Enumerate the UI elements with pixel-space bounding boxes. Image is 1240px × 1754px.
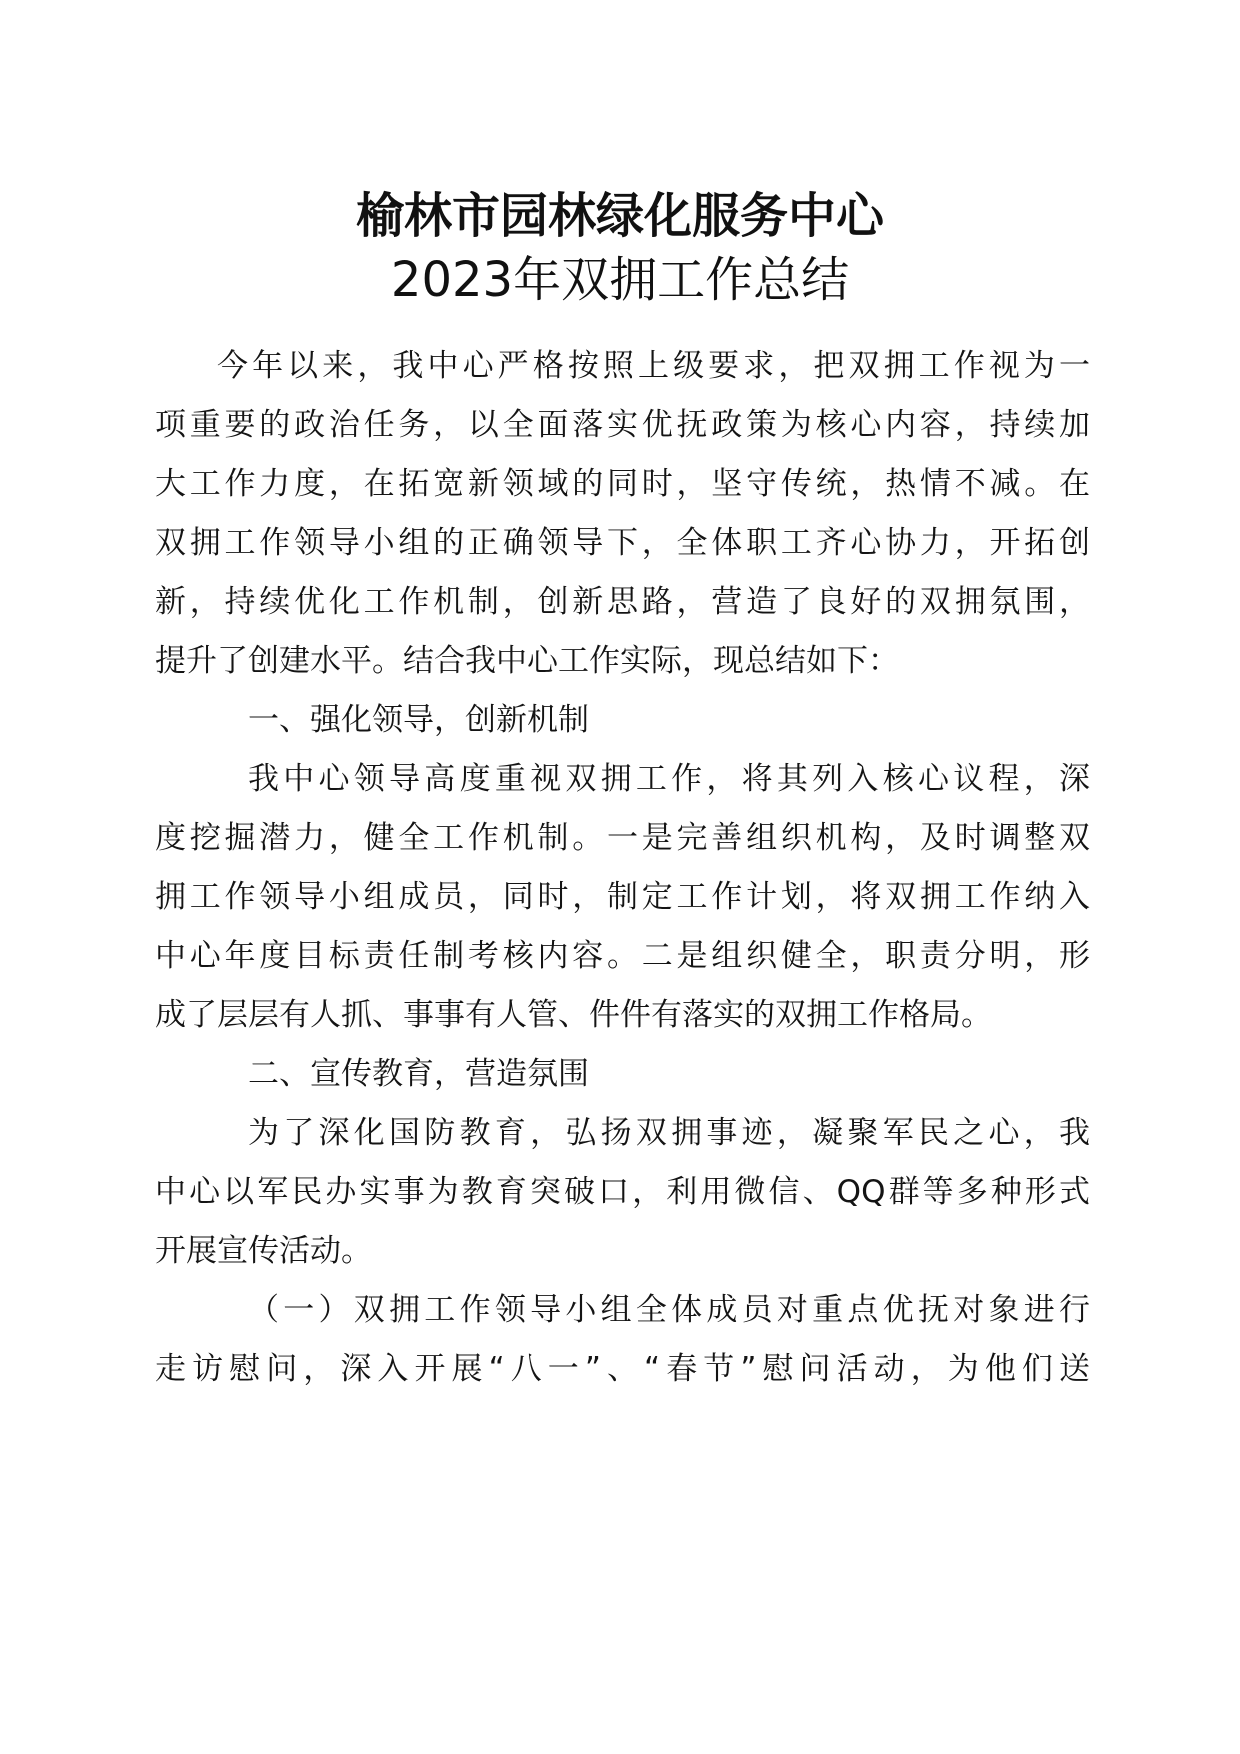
document-title-line-1: 榆林市园林绿化服务中心 <box>355 188 884 244</box>
section-1-line-5: 成了层层有人抓、事事有人管、件件有落实的双拥工作格局。 <box>155 997 992 1033</box>
section-1-line-3: 拥工作领导小组成员，同时，制定工作计划，将双拥工作纳入 <box>155 879 1090 915</box>
intro-line-4: 双拥工作领导小组的正确领导下，全体职工齐心协力，开拓创 <box>155 525 1090 561</box>
intro-line-2: 项重要的政治任务，以全面落实优抚政策为核心内容，持续加 <box>155 407 1090 443</box>
section-1-line-4: 中心年度目标责任制考核内容。二是组织健全，职责分明，形 <box>155 938 1090 974</box>
intro-line-3: 大工作力度，在拓宽新领域的同时，坚守传统，热情不减。在 <box>155 466 1090 502</box>
section-1-line-1: 我中心领导高度重视双拥工作，将其列入核心议程，深 <box>248 761 1090 797</box>
document-title-line-2: 2023年双拥工作总结 <box>390 252 850 308</box>
section-2-line-1: 为了深化国防教育，弘扬双拥事迹，凝聚军民之心，我 <box>248 1115 1090 1151</box>
subsection-1-line-1: （一）双拥工作领导小组全体成员对重点优抚对象进行 <box>248 1292 1090 1328</box>
section-1-line-2: 度挖掘潜力，健全工作机制。一是完善组织机构，及时调整双 <box>155 820 1090 856</box>
section-2-heading: 二、宣传教育，营造氛围 <box>248 1056 589 1092</box>
intro-line-1: 今年以来，我中心严格按照上级要求，把双拥工作视为一 <box>217 348 1090 384</box>
section-1-heading: 一、强化领导，创新机制 <box>248 702 589 738</box>
subsection-1-line-2: 走访慰问，深入开展“八一”、“春节”慰问活动，为他们送 <box>155 1351 1090 1387</box>
section-2-line-2: 中心以军民办实事为教育突破口，利用微信、QQ群等多种形式 <box>155 1174 1090 1210</box>
intro-line-5: 新，持续优化工作机制，创新思路，营造了良好的双拥氛围， <box>155 584 1090 620</box>
section-2-line-3: 开展宣传活动。 <box>155 1233 372 1269</box>
intro-line-6: 提升了创建水平。结合我中心工作实际，现总结如下： <box>155 643 899 679</box>
